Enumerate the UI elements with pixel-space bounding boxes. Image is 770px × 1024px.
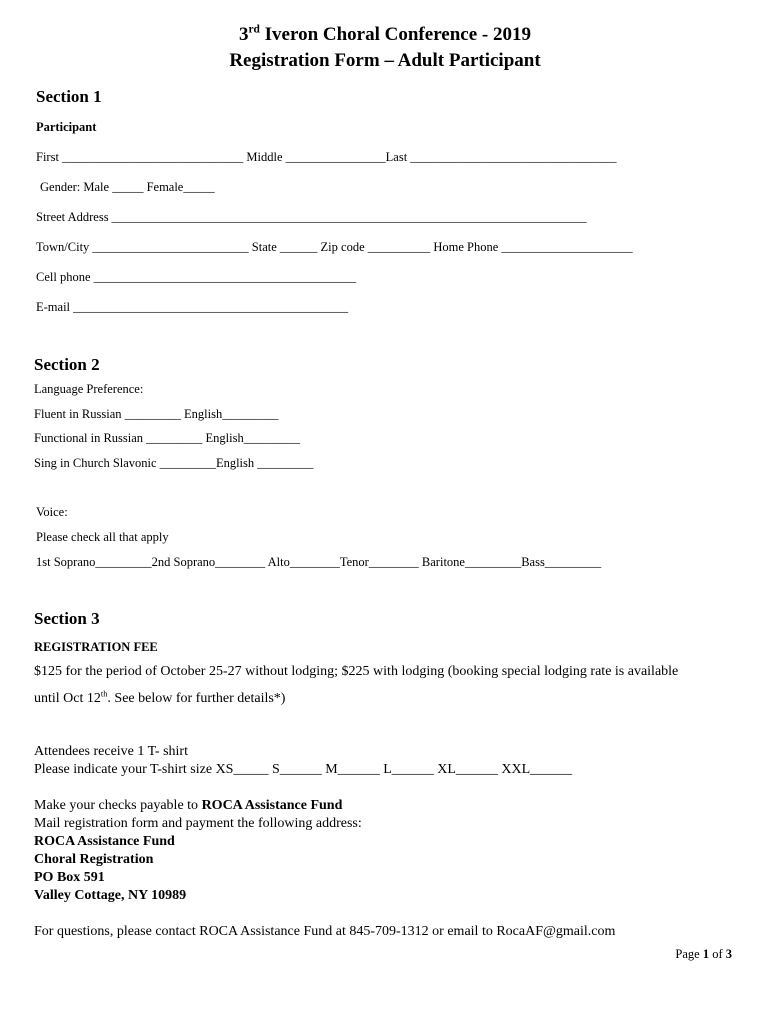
title-ordinal-suffix: rd bbox=[248, 23, 260, 36]
town-state-zip-phone-line[interactable]: Town/City _________________________ State ______ Zip code __________ Home Phone _____________________ bbox=[36, 240, 633, 254]
page-subtitle: Registration Form – Adult Participant bbox=[229, 50, 541, 71]
fee-until-text: until Oct 12 bbox=[34, 691, 101, 706]
section2-heading: Section 2 bbox=[34, 355, 100, 374]
mail-address-line4: Valley Cottage, NY 10989 bbox=[34, 888, 187, 903]
name-field-line[interactable]: First _____________________________ Middle ________________Last _________________________________ bbox=[36, 150, 617, 164]
checks-prefix: Make your checks payable to bbox=[34, 798, 202, 813]
functional-in-line[interactable]: Functional in Russian _________ English_________ bbox=[34, 431, 300, 445]
page-of: of bbox=[709, 947, 726, 961]
mail-address-intro: Mail registration form and payment the following address: bbox=[34, 816, 362, 831]
voice-instruction: Please check all that apply bbox=[36, 530, 169, 544]
voice-label: Voice: bbox=[36, 505, 68, 519]
fee-description-line2 bbox=[34, 691, 285, 707]
page-title bbox=[0, 24, 770, 46]
checks-payee: ROCA Assistance Fund bbox=[201, 798, 343, 813]
mail-address-line1: ROCA Assistance Fund bbox=[34, 834, 175, 849]
participant-label: Participant bbox=[36, 120, 97, 134]
tshirt-line1: Attendees receive 1 T- shirt bbox=[34, 744, 188, 759]
mail-address-line2: Choral Registration bbox=[34, 852, 154, 867]
email-field-line[interactable]: E-mail ____________________________________________ bbox=[36, 300, 349, 314]
fluent-in-line[interactable]: Fluent in Russian _________ English_________ bbox=[34, 407, 279, 421]
section1-heading: Section 1 bbox=[36, 87, 102, 106]
title-ordinal: 3 bbox=[239, 24, 249, 45]
page-number bbox=[675, 947, 732, 962]
voice-options-line[interactable]: 1st Soprano_________2nd Soprano________ Alto________Tenor________ Baritone_________Bass_________ bbox=[36, 555, 602, 569]
fee-description-line1: $125 for the period of October 25-27 without lodging; $225 with lodging (booking special lodging rate is available bbox=[34, 664, 679, 679]
sing-slavonic-line[interactable]: Sing in Church Slavonic _________English _________ bbox=[34, 456, 314, 470]
section3-heading: Section 3 bbox=[34, 609, 100, 628]
fee-details-text: . See below for further details*) bbox=[107, 691, 286, 706]
language-preference-label: Language Preference: bbox=[34, 382, 144, 396]
gender-field-line[interactable]: Gender: Male _____ Female_____ bbox=[40, 180, 215, 194]
page-prefix: Page bbox=[675, 947, 703, 961]
checks-payable-line bbox=[34, 798, 342, 814]
page-current: 1 bbox=[702, 947, 710, 961]
title-text: Iveron Choral Conference - 2019 bbox=[264, 24, 531, 45]
street-address-field-line[interactable]: Street Address ____________________________________________________________________________ bbox=[36, 210, 587, 224]
fee-th-suffix: th bbox=[100, 689, 108, 699]
mail-address-line3: PO Box 591 bbox=[34, 870, 105, 885]
registration-fee-label: REGISTRATION FEE bbox=[34, 640, 158, 654]
tshirt-size-line[interactable]: Please indicate your T-shirt size XS_____ S______ M______ L______ XL______ XXL______ bbox=[34, 762, 573, 777]
page-total: 3 bbox=[725, 947, 732, 961]
contact-line: For questions, please contact ROCA Assistance Fund at 845-709-1312 or email to RocaAF@gmail.com bbox=[34, 924, 616, 939]
cell-phone-field-line[interactable]: Cell phone __________________________________________ bbox=[36, 270, 357, 284]
